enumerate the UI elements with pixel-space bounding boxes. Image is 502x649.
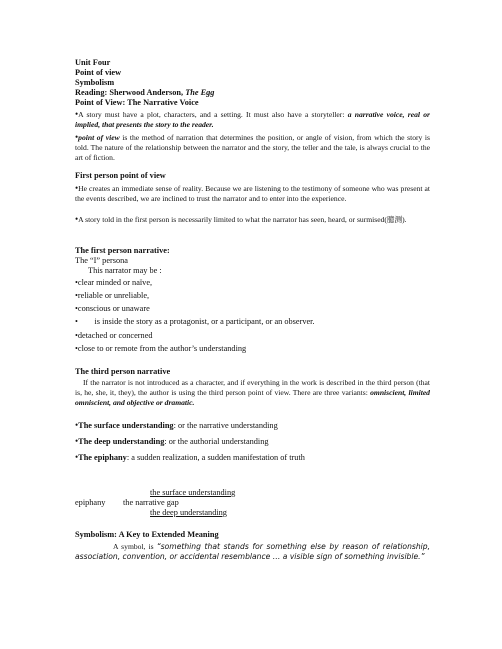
paragraph-text: If the narrator is not introduced as a character, and if everything in the work is described in the third person (that is, he, she, it, they), the author is using the third person point of view. There are three variants: xyxy=(75,378,430,397)
definition: : a sudden realization, a sudden manifestation of truth xyxy=(126,453,305,462)
reading-line xyxy=(75,88,430,98)
symbol-definition-quote: “something that stands for something else by reason of relationship, association, convention, or accidental resemblance … a visible sign of something invisible.” xyxy=(75,542,430,561)
narrator-intro: This narrator may be : xyxy=(88,266,162,275)
symbolism-paragraph xyxy=(75,542,430,562)
bullet: • xyxy=(75,214,79,224)
diagram-surface-understanding: the surface understanding xyxy=(150,488,236,497)
paragraph-point-of-view xyxy=(75,132,430,163)
first-person-paragraph-2 xyxy=(75,214,430,225)
third-person-paragraph xyxy=(75,378,430,408)
understanding-item-deep xyxy=(75,436,430,447)
term: The surface understanding xyxy=(78,421,174,430)
unit-title: Unit Four xyxy=(75,58,111,67)
bullet: • xyxy=(75,132,79,142)
paragraph-emphasis: a narrative voice, real or implied, that presents the story to the reader. xyxy=(75,110,430,129)
paragraph-emphasis: omniscient, limited omniscient, and objective or dramatic. xyxy=(75,388,430,407)
list-item: • is inside the story as a protagonist, or a participant, or an observer. xyxy=(75,317,315,326)
term: The epiphany xyxy=(78,453,127,462)
topic-symbolism: Symbolism xyxy=(75,78,115,87)
diagram-narrative-gap: the narrative gap xyxy=(123,498,179,507)
paragraph-text: A symbol, is xyxy=(113,542,157,551)
paragraph-text: A story told in the first person is necessarily limited to what the narrator has seen, heard, or surmised(臆测). xyxy=(78,215,407,224)
narrator-persona: The “I” persona xyxy=(75,256,128,265)
paragraph-emphasis: point of view xyxy=(78,133,120,142)
definition: : or the authorial understanding xyxy=(164,437,269,446)
bullet: • xyxy=(75,109,79,119)
first-person-paragraph-1 xyxy=(75,183,430,204)
bullet: • xyxy=(75,183,79,193)
reading-title: The Egg xyxy=(185,88,215,97)
third-person-heading: The third person narrative xyxy=(75,367,171,376)
paragraph-text: A story must have a plot, characters, and a setting. It must also have a storyteller: xyxy=(78,110,348,119)
bullet: • xyxy=(75,420,79,430)
bullet: • xyxy=(75,452,79,462)
list-item: •reliable or unreliable, xyxy=(75,291,150,300)
list-item: •close to or remote from the author’s understanding xyxy=(75,344,247,353)
understanding-item-epiphany xyxy=(75,452,430,463)
paragraph-text: He creates an immediate sense of reality. Because we are listening to the testimony of someone who was present at the events described, we are inclined to trust the narrator and to enter into the experience. xyxy=(75,184,430,203)
reading-prefix: Reading: Sherwood Anderson, xyxy=(75,88,184,97)
list-item: •conscious or unaware xyxy=(75,304,150,313)
understanding-item-surface xyxy=(75,420,430,431)
list-item: •detached or concerned xyxy=(75,331,153,340)
diagram-epiphany: epiphany xyxy=(75,498,106,507)
first-person-heading: First person point of view xyxy=(75,171,166,180)
narrator-heading: The first person narrative: xyxy=(75,246,170,255)
bullet: • xyxy=(75,436,79,446)
pov-heading: Point of View: The Narrative Voice xyxy=(75,98,199,107)
paragraph-storyteller xyxy=(75,109,430,130)
symbolism-heading: Symbolism: A Key to Extended Meaning xyxy=(75,530,219,539)
topic-point-of-view: Point of view xyxy=(75,68,122,77)
list-item: •clear minded or naïve, xyxy=(75,278,153,287)
definition: : or the narrative understanding xyxy=(173,421,278,430)
paragraph-text: is the method of narration that determines the position, or angle of vision, from which the story is told. The nature of the relationship between the narrator and the story, the teller and the tale, is always crucial to the art of fiction. xyxy=(75,133,430,162)
diagram-deep-understanding: the deep understanding xyxy=(150,508,227,517)
term: The deep understanding xyxy=(78,437,165,446)
